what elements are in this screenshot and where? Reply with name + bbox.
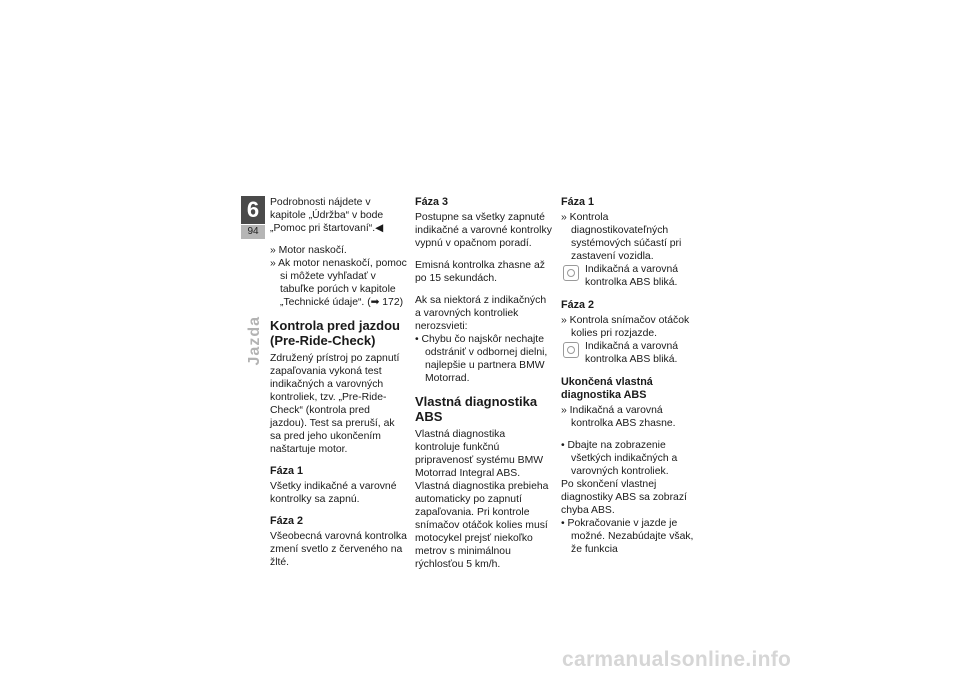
step-motor-starts: » Motor naskočí. <box>270 245 347 256</box>
chapter-marker <box>241 196 265 239</box>
column-1 <box>270 196 408 578</box>
continue-riding-bullet: • Pokračovanie v jazde je možné. Nezabúdajte však, že funkcia <box>561 518 694 555</box>
lamp-display-bullet: • Dbajte na zobrazenie všetkých indikačných a varovných kontroliek. <box>561 440 678 477</box>
column-3 <box>561 196 699 556</box>
abs-phase2-note <box>561 340 699 366</box>
abs-phase1-step: » Kontrola diagnostikovateľných systémových súčastí pri zastavení vozidla. <box>561 212 682 262</box>
intro-text: Podrobnosti nájdete v kapitole „Údržba“ v bode „Pomoc pri štartovaní“.◀ <box>270 197 384 234</box>
abs-phase1-heading: Fáza 1 <box>561 196 595 208</box>
abs-phase2-heading: Fáza 2 <box>561 299 595 311</box>
abs-end-heading: Ukončená vlastná diagnostika ABS <box>561 376 653 401</box>
section-label: Jazda <box>246 316 263 366</box>
emission-note: Emisná kontrolka zhasne až po 15 sekundách. <box>415 260 545 284</box>
chapter-number: 6 <box>241 196 265 224</box>
phase2-heading: Fáza 2 <box>270 515 304 527</box>
abs-end-step: » Indikačná a varovná kontrolka ABS zhasne. <box>561 405 676 429</box>
phase1-heading: Fáza 1 <box>270 465 304 477</box>
section-heading-pre-ride-check: Kontrola pred jazdou (Pre-Ride-Check) <box>270 318 400 348</box>
abs-diagnostics-body: Vlastná diagnostika kontroluje funkčnú pripravenosť systému BMW Motorrad Integral ABS. Vlastná diagnostika prebieha automaticky po zapnutí zapaľovania. Pri kontrole snímačov otáčok kolies musí motocykel prejsť niekoľko metrov s minimálnou rýchlosťou 5 km/h. <box>415 429 549 570</box>
pre-ride-check-body: Združený prístroj po zapnutí zapaľovania vykoná test indikačných a varovných kontroliek, tzv. „Pre-Ride-Check“ (kontrola pred jazdou). Test sa preruší, ak sa pred jeho ukončením naštartuje motor. <box>270 353 400 455</box>
phase1-text: Všetky indikačné a varovné kontrolky sa zapnú. <box>270 481 397 505</box>
abs-warning-icon <box>563 342 579 358</box>
phase2-text: Všeobecná varovná kontrolka zmení svetlo z červeného na žlté. <box>270 531 407 568</box>
abs-phase2-step: » Kontrola snímačov otáčok kolies pri rozjazde. <box>561 315 690 339</box>
phase3-heading: Fáza 3 <box>415 196 449 208</box>
column-2 <box>415 196 553 580</box>
phase3-text: Postupne sa všetky zapnuté indikačné a varovné kontrolky vypnú v opačnom poradí. <box>415 212 552 249</box>
abs-phase2-note-text: Indikačná a varovná kontrolka ABS bliká. <box>585 341 678 365</box>
watermark: carmanualsonline.info <box>562 648 792 671</box>
workshop-bullet: • Chybu čo najskôr nechajte odstrániť v odbornej dielni, najlepšie u partnera BMW Motorrad. <box>415 334 548 384</box>
lamp-failure-text: Ak sa niektorá z indikačných a varovných kontroliek nerozsvieti: <box>415 295 547 332</box>
abs-phase1-note-text: Indikačná a varovná kontrolka ABS bliká. <box>585 264 678 288</box>
section-heading-abs-diagnostics: Vlastná diagnostika ABS <box>415 394 538 424</box>
step-motor-fails: » Ak motor nenaskočí, pomoc si môžete vyhľadať v tabuľke porúch v kapitole „Technické údaje“. (➡ 172) <box>270 258 407 308</box>
abs-warning-icon <box>563 265 579 281</box>
abs-phase1-note <box>561 263 699 289</box>
abs-error-text: Po skončení vlastnej diagnostiky ABS sa zobrazí chyba ABS. <box>561 479 687 516</box>
page-number: 94 <box>241 225 265 239</box>
